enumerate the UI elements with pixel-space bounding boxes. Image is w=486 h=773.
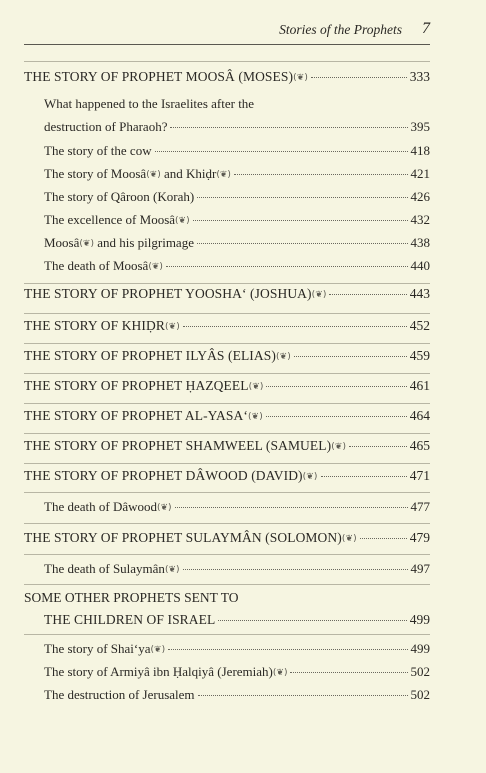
dot-leader xyxy=(193,220,408,221)
toc-entry-alyasa[interactable] xyxy=(24,408,430,424)
dot-leader xyxy=(321,476,407,477)
toc-entry-page-number: 499 xyxy=(409,612,430,627)
honorific-icon: (❦) xyxy=(175,216,190,226)
dot-leader xyxy=(218,620,406,621)
dot-leader xyxy=(266,416,407,417)
toc-entry-khidr[interactable] xyxy=(24,318,430,334)
honorific-icon: (❦) xyxy=(302,472,318,482)
toc-entry-page-number: 471 xyxy=(409,468,430,483)
toc-entry-page-number: 502 xyxy=(410,687,430,702)
header-divider xyxy=(24,44,430,45)
toc-entry-page-number: 418 xyxy=(410,143,430,158)
honorific-icon: (❦) xyxy=(148,262,163,272)
honorific-icon: (❦) xyxy=(146,170,161,180)
section-divider xyxy=(24,523,430,524)
honorific-icon: (❦) xyxy=(293,73,308,83)
section-divider xyxy=(24,403,430,404)
honorific-icon: (❦) xyxy=(341,534,357,544)
dot-leader xyxy=(329,294,406,295)
honorific-icon: (❦) xyxy=(164,322,180,332)
toc-entry-label: The death of Dâwood(❦) xyxy=(44,499,172,514)
dot-leader xyxy=(183,569,408,570)
toc-entry-page-number: 465 xyxy=(409,438,430,453)
section-divider xyxy=(24,313,430,314)
toc-entry-label: The excellence of Moosâ(❦) xyxy=(44,212,190,227)
toc-entry-label: THE CHILDREN OF ISRAEL xyxy=(44,612,216,627)
toc-entry-moosa[interactable] xyxy=(24,69,430,85)
toc-entry-pilgrimage[interactable] xyxy=(44,235,430,251)
honorific-icon: (❦) xyxy=(331,442,347,452)
toc-entry-death-moosa[interactable] xyxy=(44,258,430,274)
toc-entry-other[interactable] xyxy=(44,612,430,628)
toc-entry-label: THE STORY OF PROPHET SULAYMÂN (SOLOMON)(❦) xyxy=(24,530,357,545)
toc-entry-label: The story of Moosâ(❦) and Khiḍr(❦) xyxy=(44,166,231,181)
toc-entry-label: destruction of Pharaoh? xyxy=(44,119,168,134)
toc-entry-moosa-khidr[interactable] xyxy=(44,166,430,182)
section-divider xyxy=(24,492,430,493)
toc-entry-page-number: 432 xyxy=(410,212,430,227)
dot-leader xyxy=(311,77,407,78)
toc-entry-death-sulayman[interactable] xyxy=(44,561,430,577)
toc-entry-label: The death of Moosâ(❦) xyxy=(44,258,163,273)
section-divider xyxy=(24,373,430,374)
honorific-icon: (❦) xyxy=(311,290,327,300)
honorific-icon: (❦) xyxy=(275,352,291,362)
dot-leader xyxy=(198,695,408,696)
running-header xyxy=(0,20,486,42)
toc-entry-shaiya[interactable] xyxy=(44,641,430,657)
dot-leader xyxy=(197,243,408,244)
dot-leader xyxy=(294,356,407,357)
toc-entry-page-number: 499 xyxy=(410,641,430,656)
toc-entry-armiya[interactable] xyxy=(44,664,430,680)
toc-entry-label: The destruction of Jerusalem xyxy=(44,687,195,702)
section-divider xyxy=(24,61,430,62)
toc-entry-page-number: 502 xyxy=(410,664,430,679)
toc-entry-page-number: 464 xyxy=(409,408,430,423)
dot-leader xyxy=(166,266,408,267)
section-divider xyxy=(24,343,430,344)
toc-entry-page-number: 333 xyxy=(409,69,430,84)
toc-entry-excellence[interactable] xyxy=(44,212,430,228)
toc-entry-label: THE STORY OF PROPHET SHAMWEEL (SAMUEL)(❦) xyxy=(24,438,347,453)
section-divider xyxy=(24,433,430,434)
dot-leader xyxy=(360,538,407,539)
toc-entry-label: Moosâ(❦) and his pilgrimage xyxy=(44,235,194,250)
toc-entry-death-dawood[interactable] xyxy=(44,499,430,515)
toc-entry-shamweel[interactable] xyxy=(24,438,430,454)
toc-entry-cow[interactable] xyxy=(44,143,430,159)
toc-entry-label: The story of Armiyâ ibn Ḥalqiyâ (Jeremiah)(❦) xyxy=(44,664,288,679)
section-divider xyxy=(24,463,430,464)
dot-leader xyxy=(183,326,407,327)
toc-entry-page-number: 438 xyxy=(410,235,430,250)
dot-leader xyxy=(266,386,406,387)
section-divider xyxy=(24,283,430,284)
dot-leader xyxy=(168,649,407,650)
toc-entry-label: THE STORY OF PROPHET AL-YASA‘(❦) xyxy=(24,408,263,423)
dot-leader xyxy=(170,127,407,128)
honorific-icon: (❦) xyxy=(247,412,263,422)
honorific-icon: (❦) xyxy=(272,668,288,678)
toc-entry-page-number: 440 xyxy=(410,258,430,273)
honorific-icon: (❦) xyxy=(164,565,180,575)
honorific-icon: (❦) xyxy=(150,645,166,655)
toc-entry-qaroon[interactable] xyxy=(44,189,430,205)
dot-leader xyxy=(349,446,407,447)
toc-entry-ilyas[interactable] xyxy=(24,348,430,364)
toc-entry-page-number: 477 xyxy=(410,499,430,514)
section-divider xyxy=(24,634,430,635)
toc-entry-yoosha[interactable] xyxy=(24,286,430,302)
honorific-icon: (❦) xyxy=(157,503,172,513)
toc-entry-label: The story of Shai‘ya(❦) xyxy=(44,641,166,656)
toc-entry-label: THE STORY OF PROPHET YOOSHA‘ (JOSHUA)(❦) xyxy=(24,286,327,301)
toc-entry-sulayman[interactable] xyxy=(24,530,430,546)
dot-leader xyxy=(197,197,407,198)
toc-entry-label: The story of the cow xyxy=(44,143,152,158)
dot-leader xyxy=(175,507,408,508)
honorific-icon: (❦) xyxy=(248,382,264,392)
toc-entry-label: THE STORY OF PROPHET ḤAZQEEL(❦) xyxy=(24,378,264,393)
toc-entry-label: The story of Qâroon (Korah) xyxy=(44,189,195,204)
toc-entry-label: THE STORY OF PROPHET DÂWOOD (DAVID)(❦) xyxy=(24,468,318,483)
toc-entry-label: THE STORY OF PROPHET ILYÂS (ELIAS)(❦) xyxy=(24,348,291,363)
dot-leader xyxy=(290,672,407,673)
toc-entry-dawood[interactable] xyxy=(24,468,430,484)
toc-entry-page-number: 395 xyxy=(410,119,430,134)
toc-entry-israelites[interactable] xyxy=(44,119,430,135)
toc-entry-page-number: 426 xyxy=(410,189,430,204)
toc-entry-label: THE STORY OF KHIḌR(❦) xyxy=(24,318,180,333)
toc-entry-page-number: 459 xyxy=(409,348,430,363)
page-number: 7 xyxy=(422,20,430,37)
toc-entry-page-number: 452 xyxy=(409,318,430,333)
running-title: Stories of the Prophets xyxy=(279,22,402,37)
toc-entry-page-number: 497 xyxy=(410,561,430,576)
section-divider xyxy=(24,584,430,585)
dot-leader xyxy=(234,174,408,175)
honorific-icon: (❦) xyxy=(216,170,231,180)
toc-entry-page-number: 443 xyxy=(409,286,430,301)
toc-entry-first-line: SOME OTHER PROPHETS SENT TO xyxy=(24,590,239,605)
toc-entry-jerusalem[interactable] xyxy=(44,687,430,703)
toc-entry-label: The death of Sulaymân(❦) xyxy=(44,561,180,576)
section-divider xyxy=(24,554,430,555)
toc-entry-hazqeel[interactable] xyxy=(24,378,430,394)
toc-entry-label: THE STORY OF PROPHET MOOSÂ (MOSES)(❦) xyxy=(24,69,308,84)
toc-entry-page-number: 479 xyxy=(409,530,430,545)
toc-entry-page-number: 421 xyxy=(410,166,430,181)
toc-entry-page-number: 461 xyxy=(409,378,430,393)
honorific-icon: (❦) xyxy=(79,239,94,249)
toc-entry-first-line: What happened to the Israelites after the xyxy=(44,96,255,111)
dot-leader xyxy=(155,151,408,152)
